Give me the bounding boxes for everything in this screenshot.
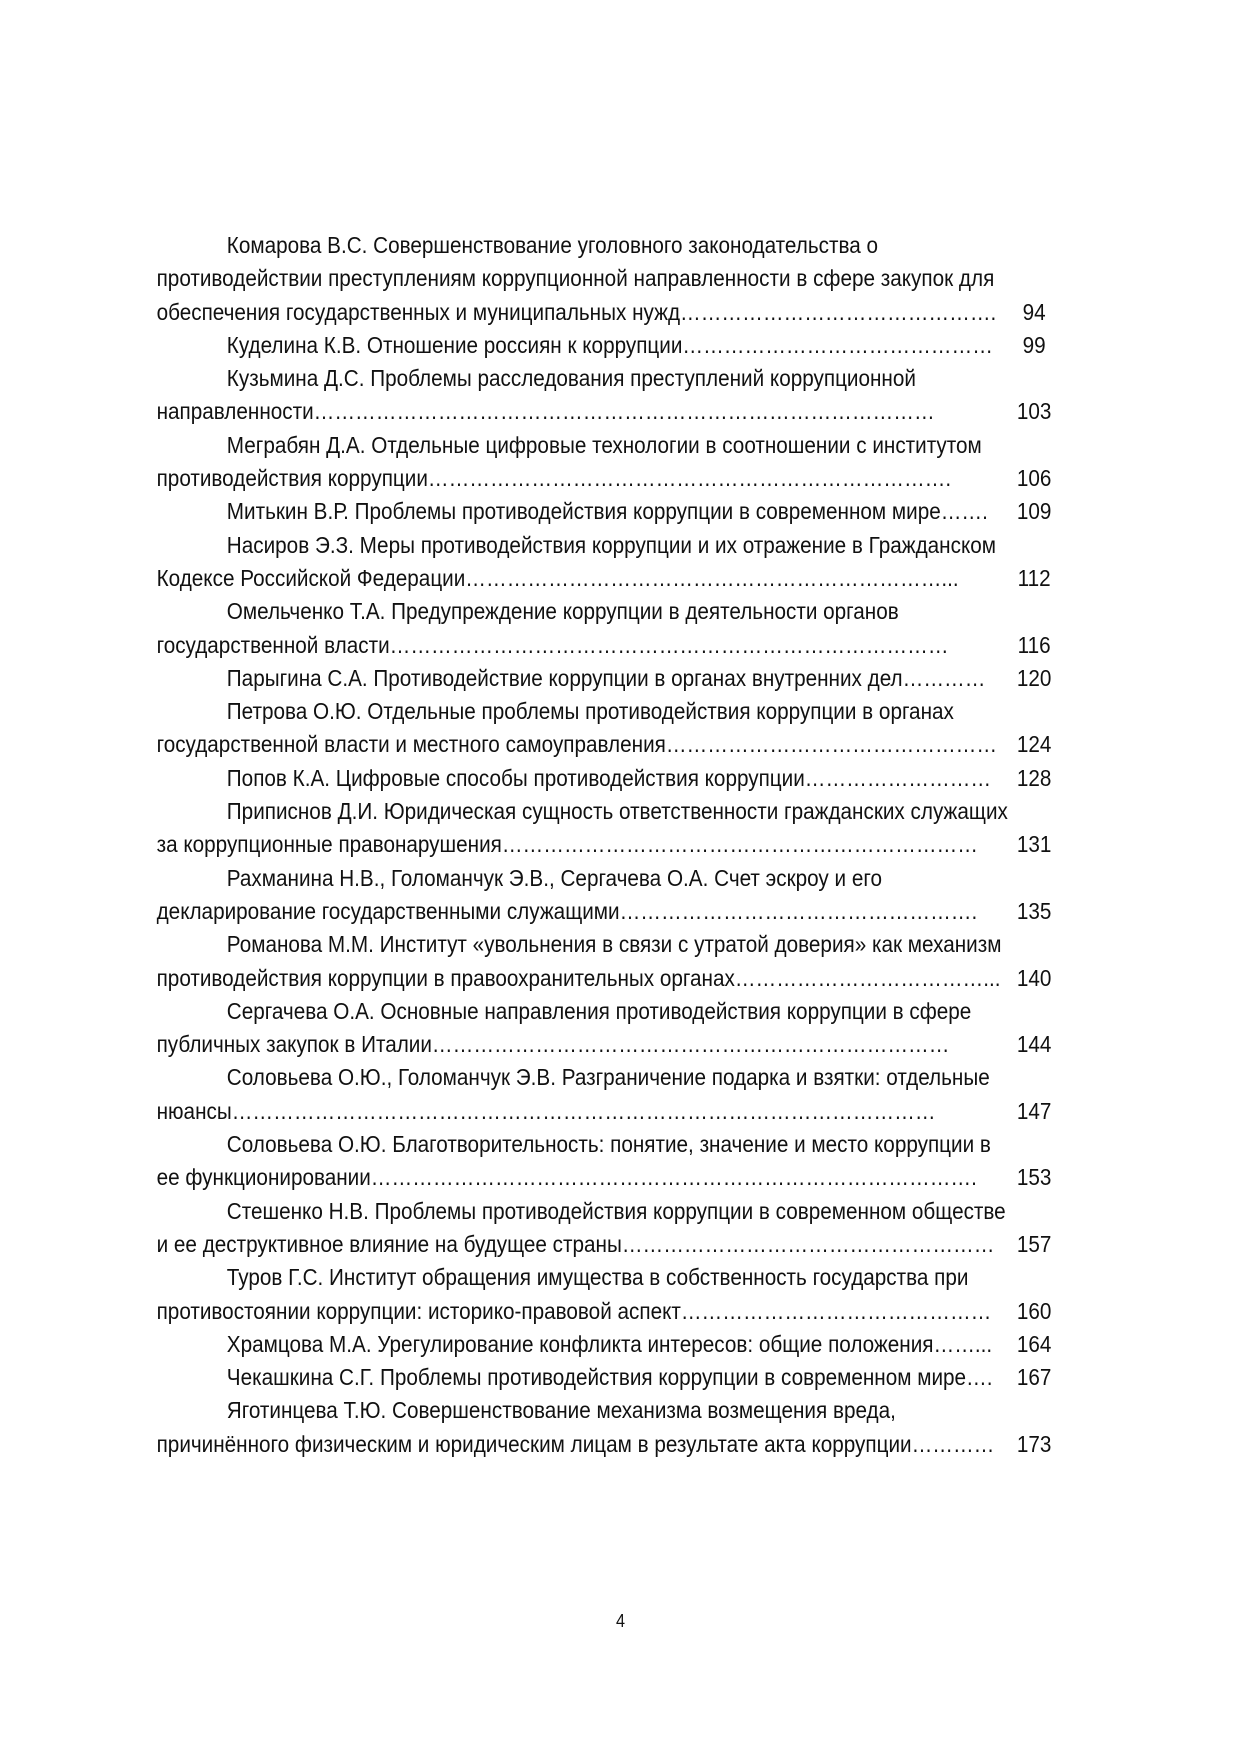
toc-page-number: 167 xyxy=(1016,1364,1052,1391)
toc-entry-text: Романова М.М. Институт «увольнения в связи с утратой доверия» как механизм xyxy=(226,931,1002,958)
toc-entry-text: декларирование государственными служащими……………………………………………. xyxy=(156,897,978,924)
toc-entry-line xyxy=(157,1295,1066,1328)
toc-page-number: 128 xyxy=(1016,764,1052,791)
toc-entry xyxy=(157,795,1066,862)
toc-entry-line xyxy=(157,828,1066,861)
line-filler xyxy=(899,595,1066,628)
toc-entry-text: Омельченко Т.А. Предупреждение коррупции в деятельности органов xyxy=(226,598,899,625)
toc-entry-text: Парыгина С.А. Противодействие коррупции в органах внутренних дел………… xyxy=(226,664,986,691)
toc-page-number: 157 xyxy=(1016,1230,1052,1257)
toc-entry xyxy=(157,495,1066,528)
toc-entry xyxy=(157,928,1066,995)
toc-entry-text: публичных закупок в Италии………………………………………………………………… xyxy=(156,1031,950,1058)
toc-entry-text: и ее деструктивное влияние на будущее страны……………………………………………… xyxy=(156,1230,995,1257)
toc-entry-line xyxy=(157,662,1066,695)
toc-entry-text: Яготинцева Т.Ю. Совершенствование механизма возмещения вреда, xyxy=(226,1397,896,1424)
toc-entry-text: Стешенко Н.В. Проблемы противодействия коррупции в современном обществе xyxy=(226,1197,1006,1224)
toc-entry-line xyxy=(157,1328,1066,1361)
toc-entry-line xyxy=(157,1428,1066,1461)
line-filler xyxy=(1006,1195,1066,1228)
toc-page-number: 173 xyxy=(1016,1430,1052,1457)
line-filler xyxy=(994,262,1065,295)
line-filler xyxy=(896,1394,1066,1427)
toc-entry-text: Насиров Э.З. Меры противодействия коррупции и их отражение в Гражданском xyxy=(226,531,996,558)
toc-entry xyxy=(157,1394,1066,1461)
toc-entry-text: направленности……………………………………………………………………………… xyxy=(156,398,935,425)
toc-entry-text: причинённого физическим и юридическим лицам в результате акта коррупции………… xyxy=(156,1430,995,1457)
toc-entry-line xyxy=(157,1028,1066,1061)
toc-entry-text: за коррупционные правонарушения…………………………………………………………… xyxy=(156,831,978,858)
toc-entry-text: противодействия коррупции…………………………………………………………………. xyxy=(156,465,952,492)
toc-entry-line xyxy=(157,1195,1066,1228)
toc-entry-text: Туров Г.С. Институт обращения имущества в собственность государства при xyxy=(226,1264,969,1291)
toc-entry-text: Приписнов Д.И. Юридическая сущность ответственности гражданских служащих xyxy=(226,798,1008,825)
toc-entry-text: Попов К.А. Цифровые способы противодействия коррупции……………………… xyxy=(226,764,992,791)
toc-entry-text: Комарова В.С. Совершенствование уголовного законодательства о xyxy=(226,232,878,258)
toc-entry-text: Кузьмина Д.С. Проблемы расследования преступлений коррупционной xyxy=(226,365,916,392)
table-of-contents xyxy=(157,229,1066,1461)
toc-entry-line xyxy=(157,495,1066,528)
toc-entry-line xyxy=(157,862,1066,895)
toc-entry-text: Меграбян Д.А. Отдельные цифровые технологии в соотношении с институтом xyxy=(226,431,982,458)
toc-entry-text: Митькин В.Р. Проблемы противодействия коррупции в современном мире……. xyxy=(226,498,988,525)
toc-entry-line xyxy=(157,1228,1066,1261)
toc-entry-text: государственной власти……………………………………………………………………… xyxy=(156,631,949,658)
toc-entry-line xyxy=(157,928,1066,961)
toc-entry-line xyxy=(157,1361,1066,1394)
toc-entry-line xyxy=(157,595,1066,628)
toc-entry-line xyxy=(157,1394,1066,1427)
toc-page-number: 147 xyxy=(1016,1097,1052,1124)
toc-page-number: 124 xyxy=(1016,731,1052,758)
toc-entry xyxy=(157,695,1066,762)
line-filler xyxy=(916,362,1066,395)
toc-entry-text: Сергачева О.А. Основные направления противодействия коррупции в сфере xyxy=(226,997,972,1024)
toc-entry-line xyxy=(157,1061,1066,1094)
toc-page-number: 120 xyxy=(1016,664,1052,691)
toc-entry-line xyxy=(157,529,1066,562)
toc-entry xyxy=(157,1261,1066,1328)
toc-entry-text: нюансы………………………………………………………………………………………… xyxy=(156,1097,936,1124)
toc-entry-text: ее функционировании……………………………………………………………………………. xyxy=(156,1164,977,1191)
toc-entry xyxy=(157,229,1066,329)
line-filler xyxy=(982,429,1066,462)
toc-page-number: 153 xyxy=(1016,1164,1052,1191)
toc-entry-line xyxy=(157,962,1066,995)
toc-entry xyxy=(157,662,1066,695)
toc-entry xyxy=(157,862,1066,929)
toc-entry-line xyxy=(157,895,1066,928)
toc-entry-line xyxy=(157,262,1066,295)
toc-entry xyxy=(157,995,1066,1062)
toc-entry-text: государственной власти и местного самоуправления………………………………………… xyxy=(156,731,998,758)
toc-entry-text: обеспечения государственных и муниципальных нужд………………………………………. xyxy=(156,298,997,325)
toc-page-number: 112 xyxy=(1017,564,1051,591)
toc-entry-text: Куделина К.В. Отношение россиян к коррупции……………………………………… xyxy=(226,331,993,358)
toc-page-number: 140 xyxy=(1016,964,1052,991)
toc-entry-line xyxy=(157,1095,1066,1128)
toc-entry-line xyxy=(157,562,1066,595)
line-filler xyxy=(878,229,1066,262)
toc-page-number: 116 xyxy=(1017,631,1051,658)
line-filler xyxy=(882,862,1066,895)
toc-entry-line xyxy=(157,296,1066,329)
toc-entry-line xyxy=(157,1261,1066,1294)
toc-page-number: 144 xyxy=(1016,1031,1052,1058)
toc-page-number: 164 xyxy=(1016,1330,1052,1357)
toc-entry-line xyxy=(157,229,1066,262)
toc-page-number: 103 xyxy=(1016,398,1052,425)
toc-entry-line xyxy=(157,362,1066,395)
toc-entry xyxy=(157,1061,1066,1128)
toc-entry xyxy=(157,429,1066,496)
line-filler xyxy=(990,1061,1066,1094)
toc-page-number: 135 xyxy=(1016,897,1052,924)
toc-entry xyxy=(157,529,1066,596)
toc-entry-line xyxy=(157,329,1066,362)
toc-page-number: 131 xyxy=(1016,831,1052,858)
line-filler xyxy=(996,529,1066,562)
toc-entry-text: Соловьева О.Ю. Благотворительность: понятие, значение и место коррупции в xyxy=(226,1131,991,1158)
toc-page-number: 109 xyxy=(1016,498,1052,525)
toc-entry-line xyxy=(157,762,1066,795)
toc-page-number: 94 xyxy=(1022,298,1046,325)
toc-page-number: 106 xyxy=(1016,465,1052,492)
toc-entry-text: Соловьева О.Ю., Голоманчук Э.В. Разграничение подарка и взятки: отдельные xyxy=(226,1064,990,1091)
toc-entry xyxy=(157,595,1066,662)
toc-entry xyxy=(157,1128,1066,1195)
toc-entry-line xyxy=(157,629,1066,662)
toc-entry-text: Храмцова М.А. Урегулирование конфликта интересов: общие положения……... xyxy=(226,1330,993,1357)
toc-entry-text: Рахманина Н.В., Голоманчук Э.В., Сергачева О.А. Счет эскроу и его xyxy=(226,864,882,891)
toc-entry xyxy=(157,1195,1066,1262)
line-filler xyxy=(971,995,1065,1028)
line-filler xyxy=(968,1261,1065,1294)
toc-entry xyxy=(157,1361,1066,1394)
toc-entry xyxy=(157,1328,1066,1361)
line-filler xyxy=(954,695,1066,728)
footer-page-number: 4 xyxy=(616,1611,626,1631)
toc-entry-line xyxy=(157,1128,1066,1161)
toc-entry-line xyxy=(157,995,1066,1028)
toc-entry-text: противостоянии коррупции: историко-правовой аспект……………………………………… xyxy=(156,1297,992,1324)
toc-entry-line xyxy=(157,695,1066,728)
toc-page-number: 99 xyxy=(1022,331,1046,358)
line-filler xyxy=(991,1128,1066,1161)
toc-entry-line xyxy=(157,1161,1066,1194)
toc-entry xyxy=(157,362,1066,429)
line-filler xyxy=(1001,928,1065,961)
line-filler xyxy=(1008,795,1066,828)
toc-entry-text: Чекашкина С.Г. Проблемы противодействия коррупции в современном мире…. xyxy=(226,1364,993,1391)
toc-page-number: 160 xyxy=(1016,1297,1052,1324)
toc-entry-line xyxy=(157,395,1066,428)
toc-entry-line xyxy=(157,429,1066,462)
toc-entry-line xyxy=(157,728,1066,761)
toc-entry-line xyxy=(157,795,1066,828)
toc-entry-text: Петрова О.Ю. Отдельные проблемы противодействия коррупции в органах xyxy=(226,698,954,725)
toc-entry-text: Кодексе Российской Федерации……………………………………………………………... xyxy=(156,564,959,591)
toc-entry xyxy=(157,762,1066,795)
toc-entry-text: противодействия коррупции в правоохранительных органах………………………………... xyxy=(156,964,1001,991)
toc-entry xyxy=(157,329,1066,362)
toc-entry-line xyxy=(157,462,1066,495)
toc-entry-text: противодействии преступлениям коррупционной направленности в сфере закупок для xyxy=(156,265,995,292)
